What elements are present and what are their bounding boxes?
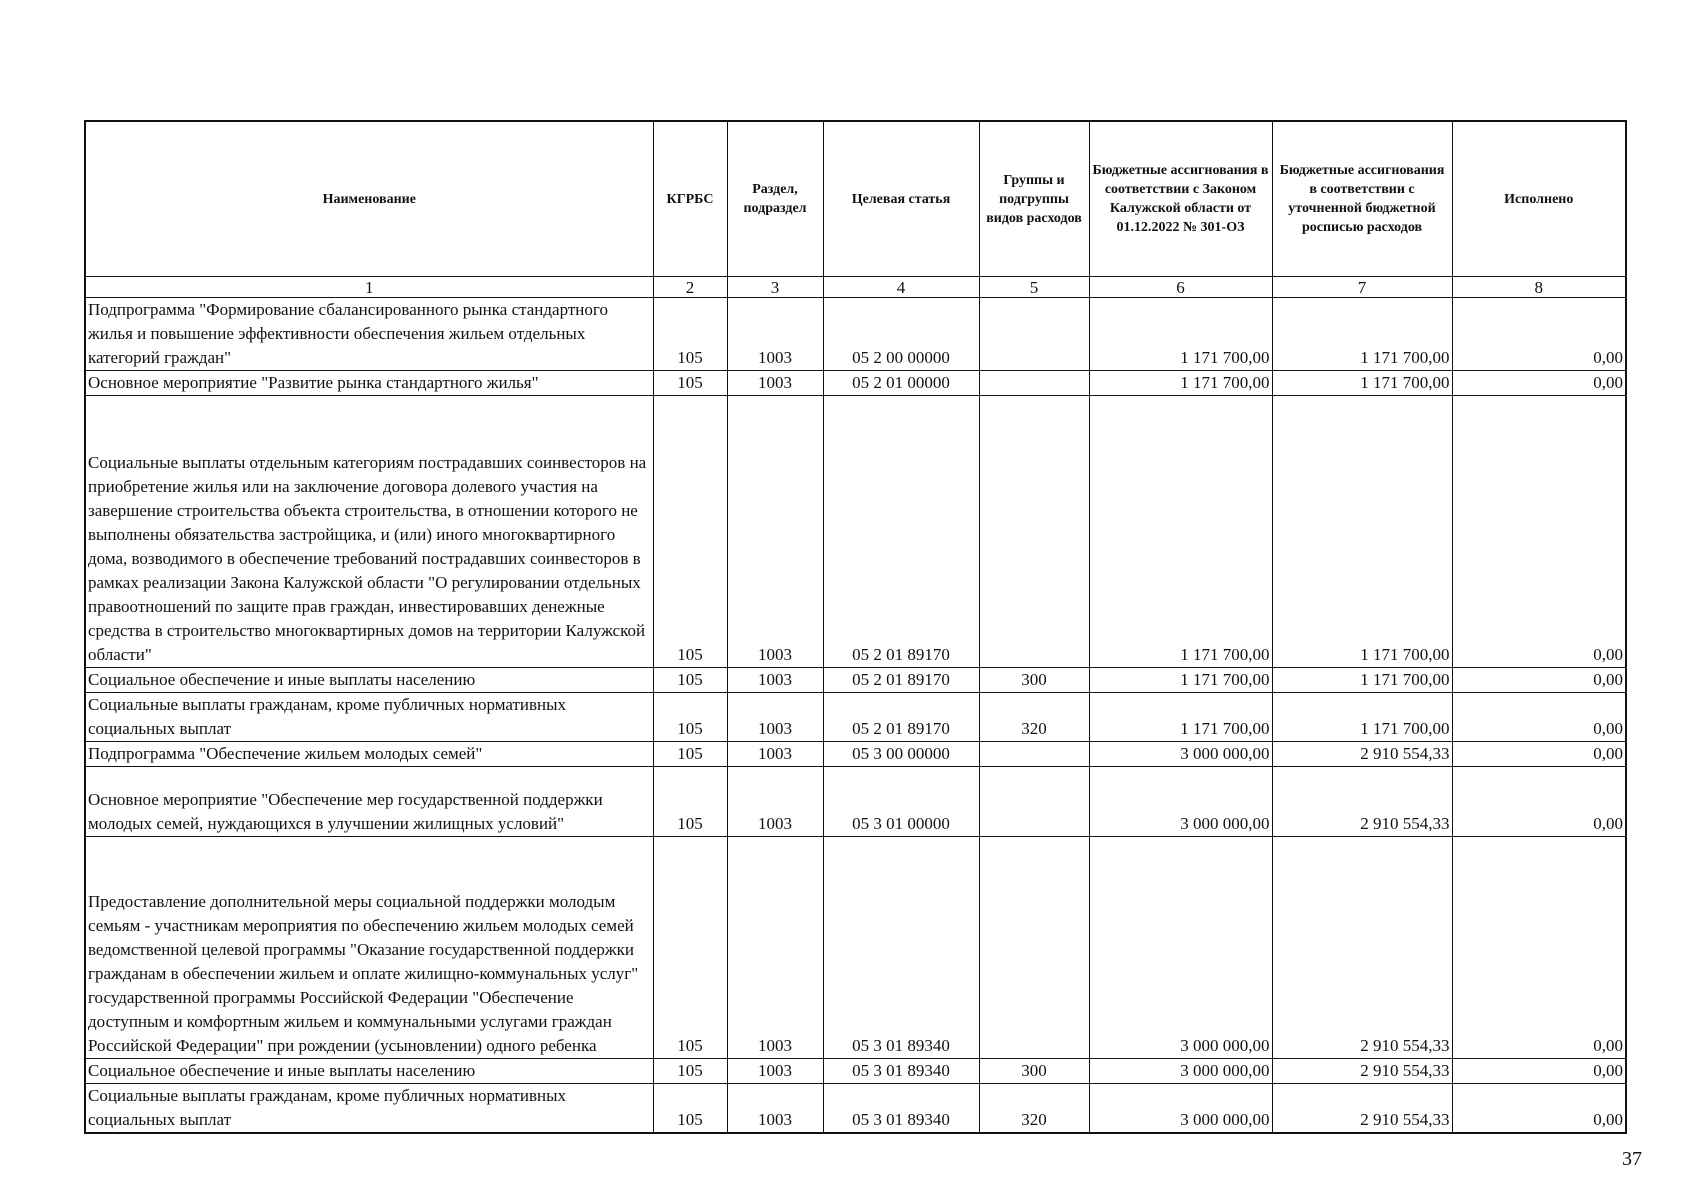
row-kgrbs: 105 xyxy=(653,837,727,1059)
row-target-article: 05 2 01 89170 xyxy=(823,693,979,742)
row-executed: 0,00 xyxy=(1452,1059,1626,1084)
column-number: 2 xyxy=(653,277,727,298)
row-executed: 0,00 xyxy=(1452,371,1626,396)
row-name: Подпрограмма "Формирование сбалансированного рынка стандартного жилья и повышение эффективности обеспечения жильем отдельных категорий граждан" xyxy=(85,298,653,371)
row-kgrbs: 105 xyxy=(653,1084,727,1134)
row-section: 1003 xyxy=(727,742,823,767)
table-row xyxy=(85,767,1626,837)
column-number: 8 xyxy=(1452,277,1626,298)
row-refined-allocation: 2 910 554,33 xyxy=(1272,742,1452,767)
row-name: Социальное обеспечение и иные выплаты населению xyxy=(85,1059,653,1084)
table-row xyxy=(85,371,1626,396)
row-name: Социальное обеспечение и иные выплаты населению xyxy=(85,668,653,693)
row-expense-group xyxy=(979,837,1089,1059)
row-target-article: 05 2 01 89170 xyxy=(823,668,979,693)
row-name: Социальные выплаты гражданам, кроме публичных нормативных социальных выплат xyxy=(85,693,653,742)
row-section: 1003 xyxy=(727,1084,823,1134)
row-target-article: 05 3 01 89340 xyxy=(823,837,979,1059)
row-law-allocation: 3 000 000,00 xyxy=(1089,837,1272,1059)
header-expense-groups: Группы и подгруппы видов расходов xyxy=(979,121,1089,277)
row-law-allocation: 3 000 000,00 xyxy=(1089,767,1272,837)
row-kgrbs: 105 xyxy=(653,396,727,668)
row-kgrbs: 105 xyxy=(653,767,727,837)
header-name: Наименование xyxy=(85,121,653,277)
row-expense-group xyxy=(979,298,1089,371)
row-expense-group: 300 xyxy=(979,668,1089,693)
table-row xyxy=(85,298,1626,371)
row-section: 1003 xyxy=(727,837,823,1059)
table-row xyxy=(85,668,1626,693)
row-executed: 0,00 xyxy=(1452,742,1626,767)
row-refined-allocation: 2 910 554,33 xyxy=(1272,837,1452,1059)
table-row xyxy=(85,1084,1626,1134)
row-name: Социальные выплаты отдельным категориям пострадавших соинвесторов на приобретение жилья или на заключение договора долевого участия на завершение строительства объекта строительства, в отношении которого не выполнены обязательства застройщика, и (или) иного многоквартирного дома, возводимого в обеспечение требований пострадавших соинвесторов в рамках реализации Закона Калужской области "О регулировании отдельных правоотношений по защите прав граждан, инвестировавших денежные средства в строительство многоквартирных домов на территории Калужской области" xyxy=(85,396,653,668)
row-law-allocation: 1 171 700,00 xyxy=(1089,396,1272,668)
row-refined-allocation: 2 910 554,33 xyxy=(1272,1059,1452,1084)
header-target-article: Целевая статья xyxy=(823,121,979,277)
row-law-allocation: 1 171 700,00 xyxy=(1089,668,1272,693)
row-expense-group: 320 xyxy=(979,1084,1089,1134)
row-expense-group xyxy=(979,767,1089,837)
budget-table xyxy=(84,120,1627,1134)
header-kgrbs: КГРБС xyxy=(653,121,727,277)
row-executed: 0,00 xyxy=(1452,837,1626,1059)
row-refined-allocation: 1 171 700,00 xyxy=(1272,298,1452,371)
row-law-allocation: 1 171 700,00 xyxy=(1089,693,1272,742)
row-refined-allocation: 1 171 700,00 xyxy=(1272,371,1452,396)
row-target-article: 05 2 01 00000 xyxy=(823,371,979,396)
row-expense-group: 320 xyxy=(979,693,1089,742)
row-executed: 0,00 xyxy=(1452,1084,1626,1134)
row-executed: 0,00 xyxy=(1452,693,1626,742)
row-section: 1003 xyxy=(727,298,823,371)
header-refined-allocations: Бюджетные ассигнования в соответствии с уточненной бюджетной росписью расходов xyxy=(1272,121,1452,277)
row-section: 1003 xyxy=(727,371,823,396)
column-number: 7 xyxy=(1272,277,1452,298)
table-row xyxy=(85,742,1626,767)
table-row xyxy=(85,1059,1626,1084)
column-number: 3 xyxy=(727,277,823,298)
row-name: Основное мероприятие "Обеспечение мер государственной поддержки молодых семей, нуждающихся в улучшении жилищных условий" xyxy=(85,767,653,837)
row-law-allocation: 3 000 000,00 xyxy=(1089,1059,1272,1084)
header-executed: Исполнено xyxy=(1452,121,1626,277)
column-number: 5 xyxy=(979,277,1089,298)
row-name: Основное мероприятие "Развитие рынка стандартного жилья" xyxy=(85,371,653,396)
row-executed: 0,00 xyxy=(1452,396,1626,668)
row-law-allocation: 3 000 000,00 xyxy=(1089,742,1272,767)
row-kgrbs: 105 xyxy=(653,371,727,396)
header-section: Раздел, подраздел xyxy=(727,121,823,277)
row-refined-allocation: 1 171 700,00 xyxy=(1272,668,1452,693)
row-executed: 0,00 xyxy=(1452,298,1626,371)
row-law-allocation: 1 171 700,00 xyxy=(1089,371,1272,396)
row-executed: 0,00 xyxy=(1452,668,1626,693)
header-row xyxy=(85,121,1626,277)
row-expense-group: 300 xyxy=(979,1059,1089,1084)
row-target-article: 05 3 01 00000 xyxy=(823,767,979,837)
row-refined-allocation: 2 910 554,33 xyxy=(1272,1084,1452,1134)
row-name: Предоставление дополнительной меры социальной поддержки молодым семьям - участникам мероприятия по обеспечению жильем молодых семей ведомственной целевой программы "Оказание государственной поддержки гражданам в обеспечении жильем и оплате жилищно-коммунальных услуг" государственной программы Российской Федерации "Обеспечение доступным и комфортным жильем и коммунальными услугами граждан Российской Федерации" при рождении (усыновлении) одного ребенка xyxy=(85,837,653,1059)
row-kgrbs: 105 xyxy=(653,298,727,371)
table-row xyxy=(85,396,1626,668)
row-kgrbs: 105 xyxy=(653,1059,727,1084)
page-number: 37 xyxy=(1622,1148,1642,1170)
table-row xyxy=(85,693,1626,742)
row-section: 1003 xyxy=(727,1059,823,1084)
row-kgrbs: 105 xyxy=(653,668,727,693)
row-expense-group xyxy=(979,742,1089,767)
row-refined-allocation: 1 171 700,00 xyxy=(1272,693,1452,742)
row-law-allocation: 3 000 000,00 xyxy=(1089,1084,1272,1134)
row-target-article: 05 3 01 89340 xyxy=(823,1059,979,1084)
row-law-allocation: 1 171 700,00 xyxy=(1089,298,1272,371)
row-section: 1003 xyxy=(727,693,823,742)
column-number-row xyxy=(85,277,1626,298)
row-refined-allocation: 2 910 554,33 xyxy=(1272,767,1452,837)
row-section: 1003 xyxy=(727,767,823,837)
row-target-article: 05 2 00 00000 xyxy=(823,298,979,371)
row-refined-allocation: 1 171 700,00 xyxy=(1272,396,1452,668)
row-target-article: 05 2 01 89170 xyxy=(823,396,979,668)
row-section: 1003 xyxy=(727,668,823,693)
row-kgrbs: 105 xyxy=(653,742,727,767)
column-number: 4 xyxy=(823,277,979,298)
row-target-article: 05 3 00 00000 xyxy=(823,742,979,767)
row-expense-group xyxy=(979,396,1089,668)
column-number: 6 xyxy=(1089,277,1272,298)
row-expense-group xyxy=(979,371,1089,396)
row-name: Подпрограмма "Обеспечение жильем молодых семей" xyxy=(85,742,653,767)
table-row xyxy=(85,837,1626,1059)
header-law-allocations: Бюджетные ассигнования в соответствии с Законом Калужской области от 01.12.2022 № 301-ОЗ xyxy=(1089,121,1272,277)
row-kgrbs: 105 xyxy=(653,693,727,742)
column-number: 1 xyxy=(85,277,653,298)
row-executed: 0,00 xyxy=(1452,767,1626,837)
row-target-article: 05 3 01 89340 xyxy=(823,1084,979,1134)
row-name: Социальные выплаты гражданам, кроме публичных нормативных социальных выплат xyxy=(85,1084,653,1134)
row-section: 1003 xyxy=(727,396,823,668)
